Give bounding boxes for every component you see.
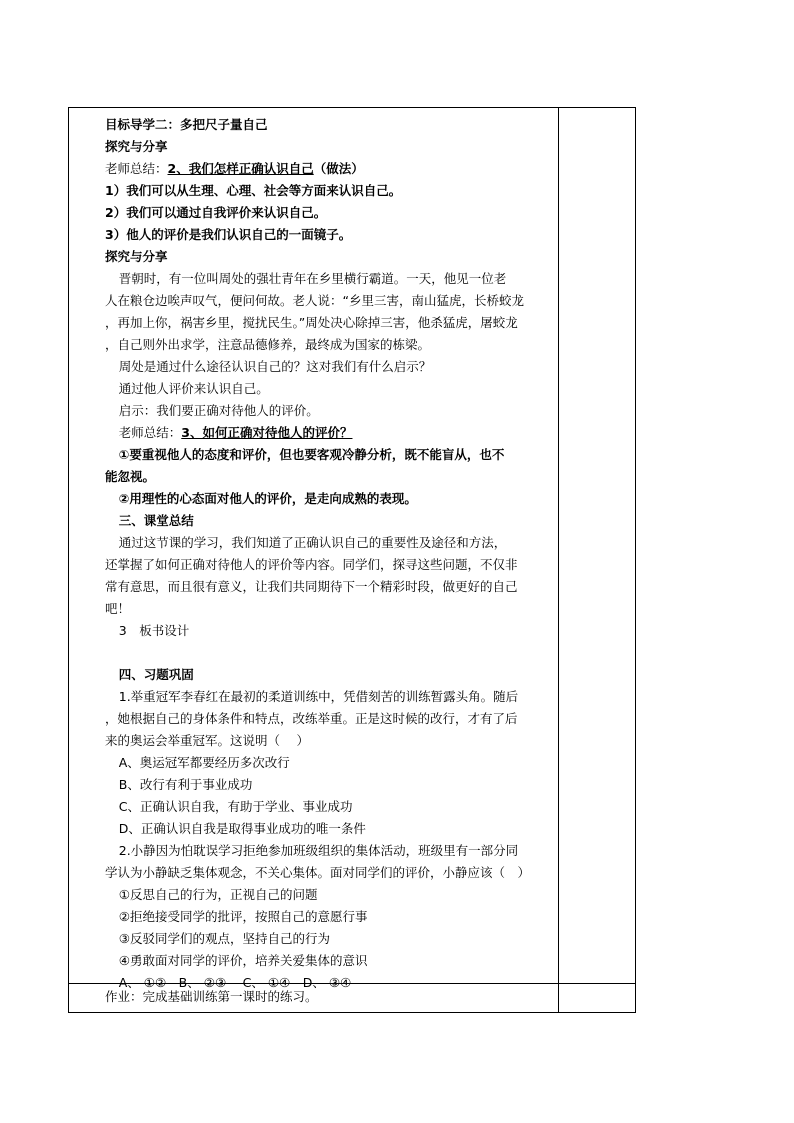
story-line: ，自己则外出求学，注意品德修养，最终成为国家的栋梁。: [105, 337, 431, 352]
q1-option: B、改行有利于事业成功: [118, 777, 253, 792]
q1-option: D、正确认识自我是取得事业成功的唯一条件: [118, 821, 366, 836]
teacher-summary-2: 老师总结：3、如何正确对待他人的评价？: [118, 425, 353, 440]
insight: 启示：我们要正确对待他人的评价。: [118, 403, 319, 418]
exercise-heading: 四、习题巩固: [118, 667, 194, 682]
key-point-1-cont: 能忽视。: [105, 469, 156, 484]
q2-line: 学认为小静缺乏集体观念，不关心集体。面对同学们的评价，小静应该（ ）: [105, 865, 531, 880]
teacher-summary: 老师总结：2、我们怎样正确认识自己（做法）: [105, 161, 364, 176]
summary-line: 常有意思，而且很有意义，让我们共同期待下一个精彩时段，做更好的自己: [105, 579, 518, 594]
board-design: 3 板书设计: [118, 623, 190, 638]
class-summary-heading: 三、课堂总结: [118, 513, 194, 528]
story-line: ，再加上你，祸害乡里，搅扰民生。”周处决心除掉三害，他杀猛虎，屠蛟龙: [105, 315, 518, 330]
point-3: 3）他人的评价是我们认识自己的一面镜子。: [105, 227, 352, 242]
point-1: 1）我们可以从生理、心理、社会等方面来认识自己。: [105, 183, 402, 198]
point-2: 2）我们可以通过自我评价来认识自己。: [105, 205, 327, 220]
q2-line: 2.小静因为怕耽误学习拒绝参加班级组织的集体活动，班级里有一部分同: [118, 843, 519, 858]
summary-line: 吧！: [105, 601, 131, 616]
key-point-2: ②用理性的心态面对他人的评价，是走向成熟的表现。: [118, 491, 417, 506]
explore-heading: 探究与分享: [105, 139, 168, 154]
q1-option: C、正确认识自我，有助于学业、事业成功: [118, 799, 353, 814]
lesson-plan-table: [68, 107, 636, 1013]
q2-item: ②拒绝接受同学的批评，按照自己的意愿行事: [118, 909, 368, 924]
section-title: 目标导学二：多把尺子量自己: [105, 117, 268, 132]
summary-line: 通过这节课的学习，我们知道了正确认识自己的重要性及途径和方法，: [118, 535, 507, 550]
homework: 作业：完成基础训练第一课时的练习。: [105, 989, 318, 1004]
key-point-1: ①要重视他人的态度和评价，但也要客观冷静分析，既不能盲从，也不: [118, 447, 505, 462]
question: 周处是通过什么途径认识自己的？这对我们有什么启示？: [118, 359, 432, 374]
q2-choices: A、 ①② B、 ②③ C、 ①④ D、 ③④: [118, 975, 352, 990]
q2-item: ④勇敢面对同学的评价，培养关爱集体的意识: [118, 953, 368, 968]
main-content: [105, 114, 552, 994]
q1-line: 1.举重冠军李春红在最初的柔道训练中，凭借刻苦的训练暂露头角。随后: [118, 689, 519, 704]
story-line: 人在粮仓边唉声叹气，便问何故。老人说：“乡里三害，南山猛虎，长桥蛟龙: [105, 293, 524, 308]
q1-line: ，她根据自己的身体条件和特点，改练举重。正是这时候的改行，才有了后: [105, 711, 518, 726]
summary-line: 还掌握了如何正确对待他人的评价等内容。同学们，探寻这些问题，不仅非: [105, 557, 518, 572]
q1-option: A、奥运冠军都要经历多次改行: [118, 755, 290, 770]
explore-heading: 探究与分享: [105, 249, 168, 264]
q1-line: 来的奥运会举重冠军。这说明（ ）: [105, 733, 309, 748]
q2-item: ①反思自己的行为，正视自己的问题: [118, 887, 318, 902]
answer: 通过他人评价来认识自己。: [118, 381, 269, 396]
story-line: 晋朝时，有一位叫周处的强壮青年在乡里横行霸道。一天，他见一位老: [118, 271, 507, 286]
column-divider: [558, 108, 559, 1012]
q2-item: ③反驳同学们的观点，坚持自己的行为: [118, 931, 330, 946]
